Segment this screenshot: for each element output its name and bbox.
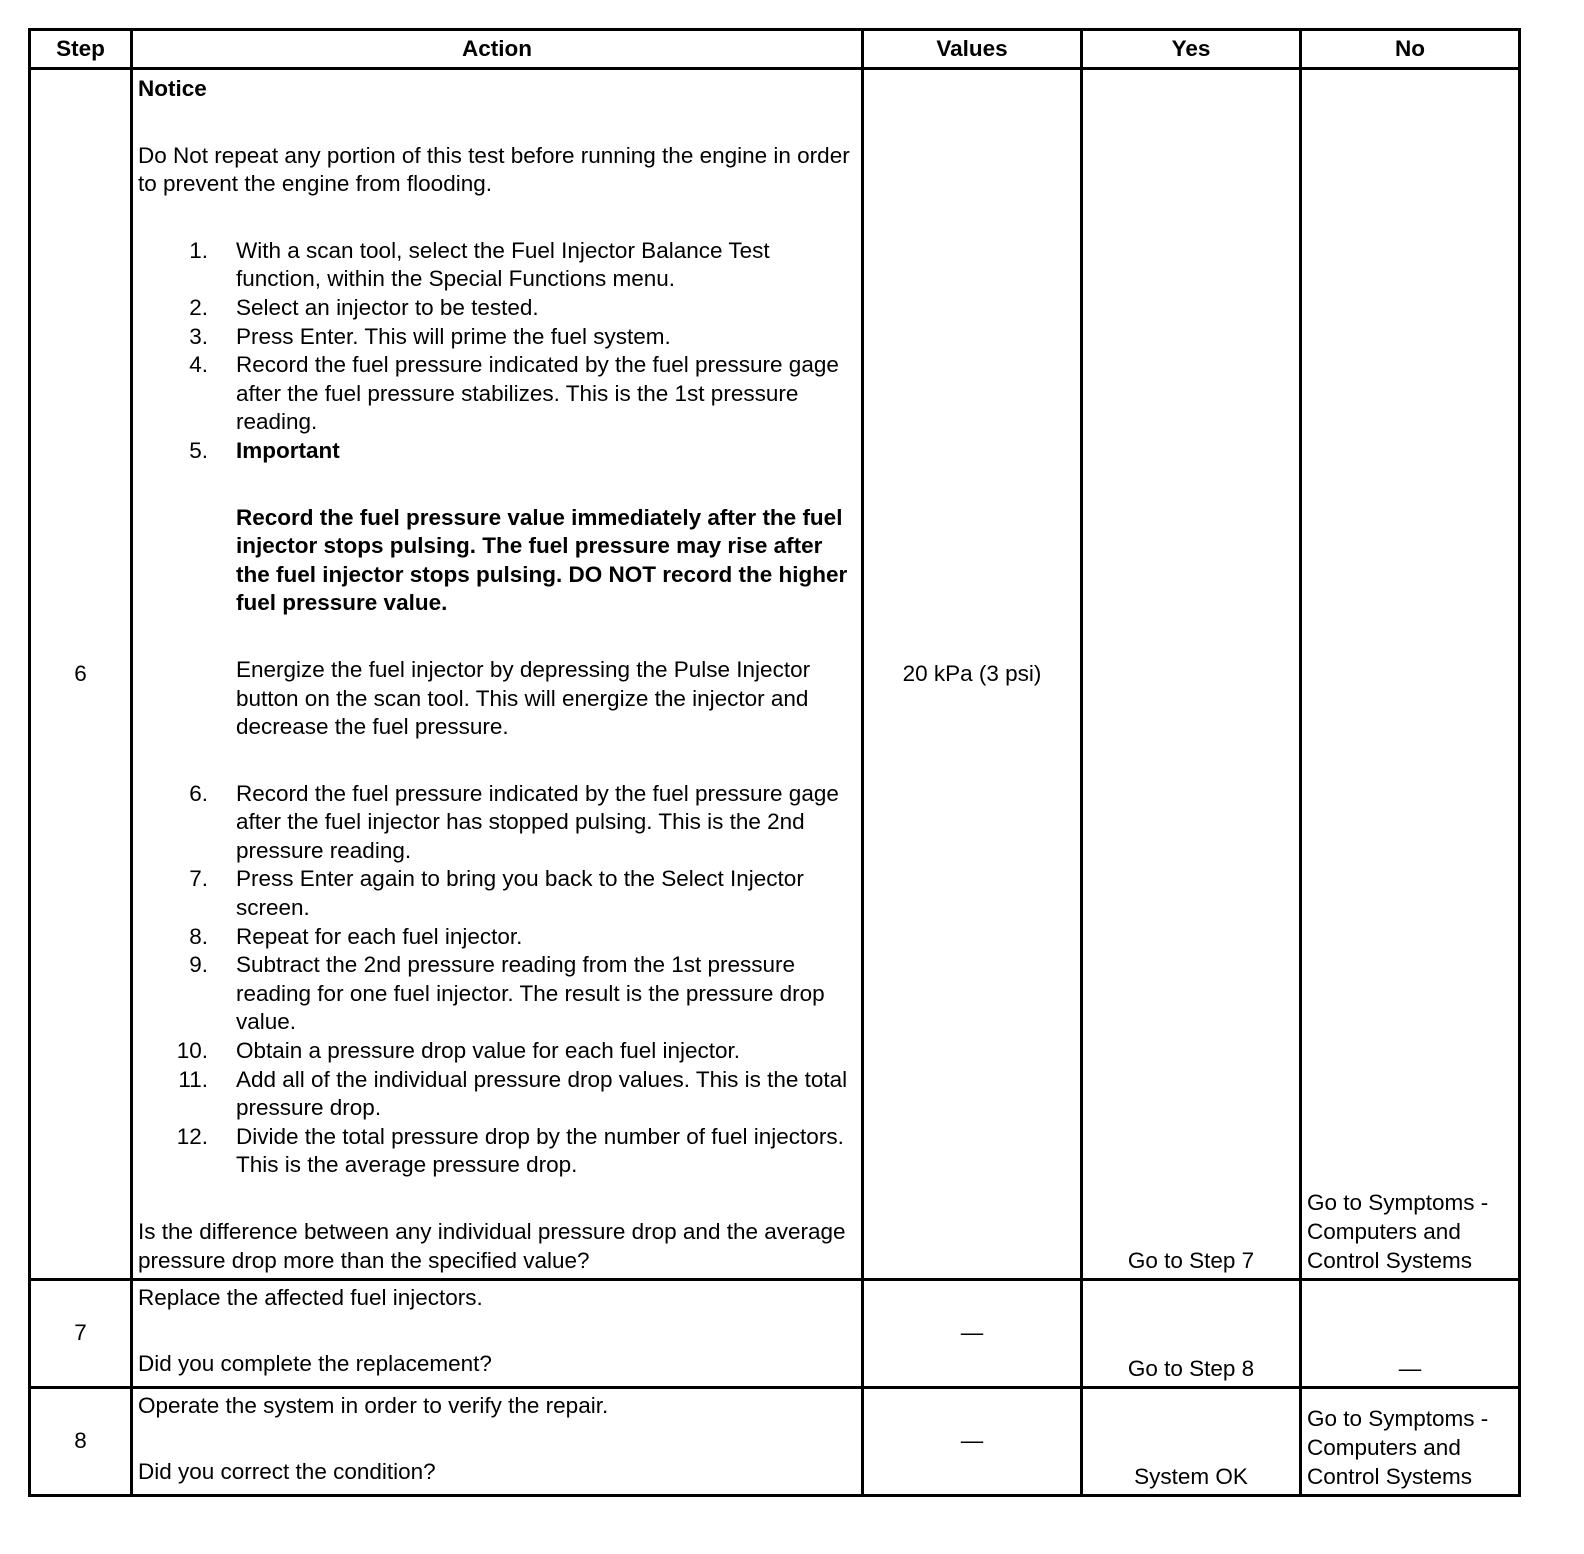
list-item: 6. Record the fuel pressure indicated by the fuel pressure gage after the fuel injector has stopped pulsing. This is the 2nd pressure reading. — [189, 780, 839, 863]
header-step: Step — [30, 30, 132, 69]
table-row — [30, 1388, 1520, 1496]
question-text: Is the difference between any individual pressure drop and the average pressure drop more than the specified value? — [138, 1219, 846, 1273]
yes-link[interactable]: Go to Step 7 — [1082, 69, 1301, 1280]
action-cell — [132, 1280, 863, 1388]
yes-link[interactable]: Go to Step 8 — [1082, 1280, 1301, 1388]
list-item: 5. Important Record the fuel pressure value immediately after the fuel injector stops pulsing. The fuel pressure may rise after the fuel injector stops pulsing. DO NOT record the higher fuel pressure value. Energize the fuel injector by depressing the Pulse Injector button on the scan tool. This will energize the injector and decrease the fuel pressure. — [138, 437, 856, 780]
list-item-text: Energize the fuel injector by depressing the Pulse Injector button on the scan tool. This will energize the injector and decrease the fuel pressure. — [236, 656, 811, 740]
list-item: 7. Press Enter again to bring you back to the Select Injector screen. — [189, 866, 804, 921]
question-text: Did you complete the replacement? — [138, 1350, 492, 1376]
value-cell: 20 kPa (3 psi) — [863, 69, 1082, 1280]
yes-link[interactable]: System OK — [1082, 1388, 1301, 1496]
header-values: Values — [863, 30, 1082, 69]
header-no: No — [1301, 30, 1520, 69]
step-number: 6 — [30, 69, 132, 1280]
header-action: Action — [132, 30, 863, 69]
step-number: 7 — [30, 1280, 132, 1388]
notice-title: Notice — [138, 76, 207, 101]
table-row — [30, 1280, 1520, 1388]
no-link[interactable]: Go to Symptoms - Computers and Control Systems — [1301, 1388, 1520, 1496]
list-item: 1. With a scan tool, select the Fuel Injector Balance Test function, within the Special Functions menu. — [189, 237, 770, 292]
list-item: 2. Select an injector to be tested. — [189, 294, 539, 320]
list-item: 8. Repeat for each fuel injector. — [189, 923, 523, 949]
list-item: 11. Add all of the individual pressure drop values. This is the total pressure drop. — [178, 1066, 848, 1121]
action-text: Operate the system in order to verify the repair. — [138, 1393, 609, 1419]
list-item: 4. Record the fuel pressure indicated by the fuel pressure gage after the fuel pressure stabilizes. This is the 1st pressure reading. — [189, 352, 839, 435]
list-item: 10. Obtain a pressure drop value for each fuel injector. — [176, 1038, 741, 1064]
important-text: Record the fuel pressure value immediately after the fuel injector stops pulsing. The fuel pressure may rise after the fuel injector stops pulsing. DO NOT record the higher fuel pressure value. — [236, 504, 848, 616]
notice-text: Do Not repeat any portion of this test before running the engine in order to prevent the engine from flooding. — [138, 142, 850, 197]
action-cell — [132, 1388, 863, 1496]
list-item: 3. Press Enter. This will prime the fuel system. — [189, 323, 671, 349]
step-number: 8 — [30, 1388, 132, 1496]
question-text: Did you correct the condition? — [138, 1458, 436, 1484]
no-value: — — [1301, 1280, 1520, 1388]
no-link[interactable]: Go to Symptoms - Computers and Control Systems — [1301, 69, 1520, 1280]
list-item: 12. Divide the total pressure drop by the number of fuel injectors. This is the average pressure drop. — [176, 1123, 844, 1178]
procedure-list — [138, 237, 856, 1180]
diagnostic-table — [28, 28, 1521, 1497]
action-text: Replace the affected fuel injectors. — [138, 1285, 483, 1311]
header-row — [30, 30, 1520, 69]
action-cell — [132, 69, 863, 1280]
list-item: 9. Subtract the 2nd pressure reading from the 1st pressure reading for one fuel injector. The result is the pressure drop value. — [189, 952, 825, 1035]
header-yes: Yes — [1082, 30, 1301, 69]
table-row — [30, 69, 1520, 1280]
important-title: Important — [236, 437, 340, 463]
value-cell: — — [863, 1280, 1082, 1388]
value-cell: — — [863, 1388, 1082, 1496]
